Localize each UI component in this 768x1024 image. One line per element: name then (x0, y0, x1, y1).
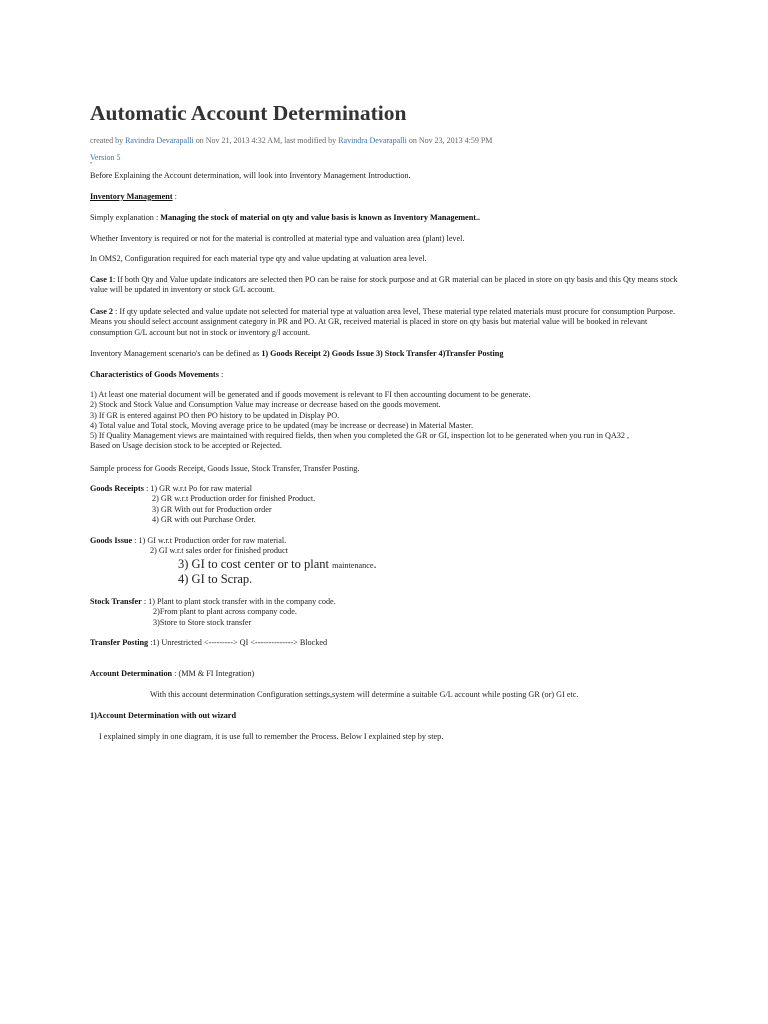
inventory-heading-text: Inventory Management (90, 192, 173, 201)
list-item: 4) Total value and Total stock, Moving average price to be updated (may be increase or decrease) in Material Master. (90, 420, 473, 430)
list-item: 2) Stock and Stock Value and Consumption Value may increase or decrease based on the goods movement. (90, 400, 441, 410)
goods-issue-first-line (90, 536, 690, 546)
author-link-modifier[interactable]: Ravindra Devarapalli (338, 136, 407, 145)
case2-text: : If qty update selected and value update not selected for material type at valuation area level, These material type related materials must procure for consumption Purpose. Means you should select account assignment category in PR and PO. At GR, received material is placed in store on qty basis but material value will be booked in relevant consumption G/L account but not in stock or inventory g/l account. (90, 307, 676, 337)
simply-label: Simply explanation : (90, 213, 161, 222)
transfer-posting-line (90, 638, 690, 648)
list-item-large: 4) GI to Scrap. (178, 571, 253, 586)
author-link-creator[interactable]: Ravindra Devarapalli (125, 136, 194, 145)
transfer-posting-text: :1) Unrestricted <---------> QI <--------------> Blocked (148, 638, 328, 647)
account-determination-text: : (MM & FI Integration) (172, 669, 255, 678)
stock-transfer-label: Stock Transfer (90, 597, 142, 606)
case2-paragraph (90, 307, 690, 338)
list-item: 3)Store to Store stock transfer (153, 617, 252, 627)
list-item-large (90, 557, 690, 572)
gi-cost-center-text: 3) GI to cost center or to plant (178, 556, 333, 571)
list-item: Based on Usage decision stock to be accepted or Rejected. (90, 441, 282, 451)
list-item: 2) GR w.r.t Production order for finished Product. (152, 494, 316, 504)
stock-transfer-section (90, 597, 690, 628)
list-item: : 1) GR w.r.t Po for raw material (143, 484, 253, 493)
goods-receipts-first-line (90, 484, 690, 494)
created-prefix: created by (90, 136, 126, 145)
version-marker-icon: • (90, 161, 93, 167)
inventory-heading (90, 192, 690, 202)
case1-text: : If both Qty and Value update indicators are selected then PO can be raise for stock purpose and at GR material can be placed in store on qty basis and this Qty means stock value will be updated in inventory or stock G/L account. (90, 275, 678, 295)
characteristics-heading-text: Characteristics of Goods Movements (90, 370, 219, 379)
list-item: : 1) Plant to plant stock transfer with in the company code. (141, 597, 336, 606)
case1-paragraph (90, 275, 690, 296)
scenarios-label: Inventory Management scenario's can be defined as (90, 349, 262, 358)
intro-paragraph: Before Explaining the Account determination, will look into Inventory Management Introduction. (90, 171, 411, 180)
account-determination-label: Account Determination (90, 669, 173, 678)
case2-label: Case 2 (90, 307, 113, 316)
modified-date: on Nov 23, 2013 4:59 PM (406, 136, 493, 145)
simply-explanation (90, 213, 690, 223)
page-metadata (90, 136, 492, 146)
sample-process: Sample process for Goods Receipt, Goods Issue, Stock Transfer, Transfer Posting. (90, 464, 360, 473)
characteristics-heading (90, 370, 690, 380)
list-item: 4) GR with out Purchase Order. (152, 514, 256, 524)
simply-definition: Managing the stock of material on qty and value basis is known as Inventory Management.. (160, 213, 481, 222)
scenarios-list: 1) Goods Receipt 2) Goods Issue 3) Stock Transfer 4)Transfer Posting (261, 349, 504, 358)
inventory-heading-suffix: : (172, 192, 177, 201)
characteristics-heading-suffix: : (218, 370, 224, 379)
goods-receipts-label: Goods Receipts (90, 484, 144, 493)
created-date: on Nov 21, 2013 4:32 AM, last modified by (193, 136, 339, 145)
account-determination-line (90, 669, 690, 679)
list-item: 2) GI w.r.t sales order for finished product (150, 546, 288, 556)
page-title: Automatic Account Determination (90, 101, 407, 125)
list-item: 3) GR With out for Production order (152, 504, 272, 514)
case1-label: Case 1 (90, 275, 113, 284)
scenarios-paragraph (90, 349, 690, 359)
characteristics-list (90, 390, 690, 452)
account-determination-paragraph: With this account determination Configuration settings,system will determine a suitable G/L account while posting GR (or) GI etc. (150, 690, 579, 699)
gi-maintenance-text: maintenance (332, 560, 374, 570)
wizard-heading-text: 1)Account Determination with out wizard (90, 711, 236, 720)
goods-receipts-section (90, 484, 690, 525)
wizard-heading (90, 711, 690, 721)
explained-paragraph: I explained simply in one diagram, it is use full to remember the Process. Below I explained step by step. (99, 732, 444, 741)
goods-issue-label: Goods Issue (90, 536, 133, 545)
list-item: 1) At least one material document will be generated and if goods movement is relevant to FI then accounting document to be generate. (90, 390, 531, 399)
list-item: : 1) GI w.r.t Production order for raw material. (132, 536, 287, 545)
list-item: 5) If Quality Management views are maintained with required fields, then when you completed the GR or GI, inspection lot to be generated when you run in QA32 , (90, 431, 630, 440)
list-item: 2)From plant to plant across company code. (153, 607, 297, 617)
goods-issue-section (90, 536, 690, 587)
version-link[interactable]: Version 5 (90, 153, 121, 162)
stock-transfer-first-line (90, 597, 690, 607)
gi-period: . (373, 556, 377, 571)
list-item: 3) If GR is entered against PO then PO history to be updated in Display PO. (90, 410, 340, 420)
transfer-posting-label: Transfer Posting (90, 638, 149, 647)
oms2-paragraph: In OMS2, Configuration required for each material type qty and value updating at valuation area level. (90, 254, 427, 263)
whether-paragraph: Whether Inventory is required or not for the material is controlled at material type and valuation area (plant) level. (90, 234, 465, 243)
